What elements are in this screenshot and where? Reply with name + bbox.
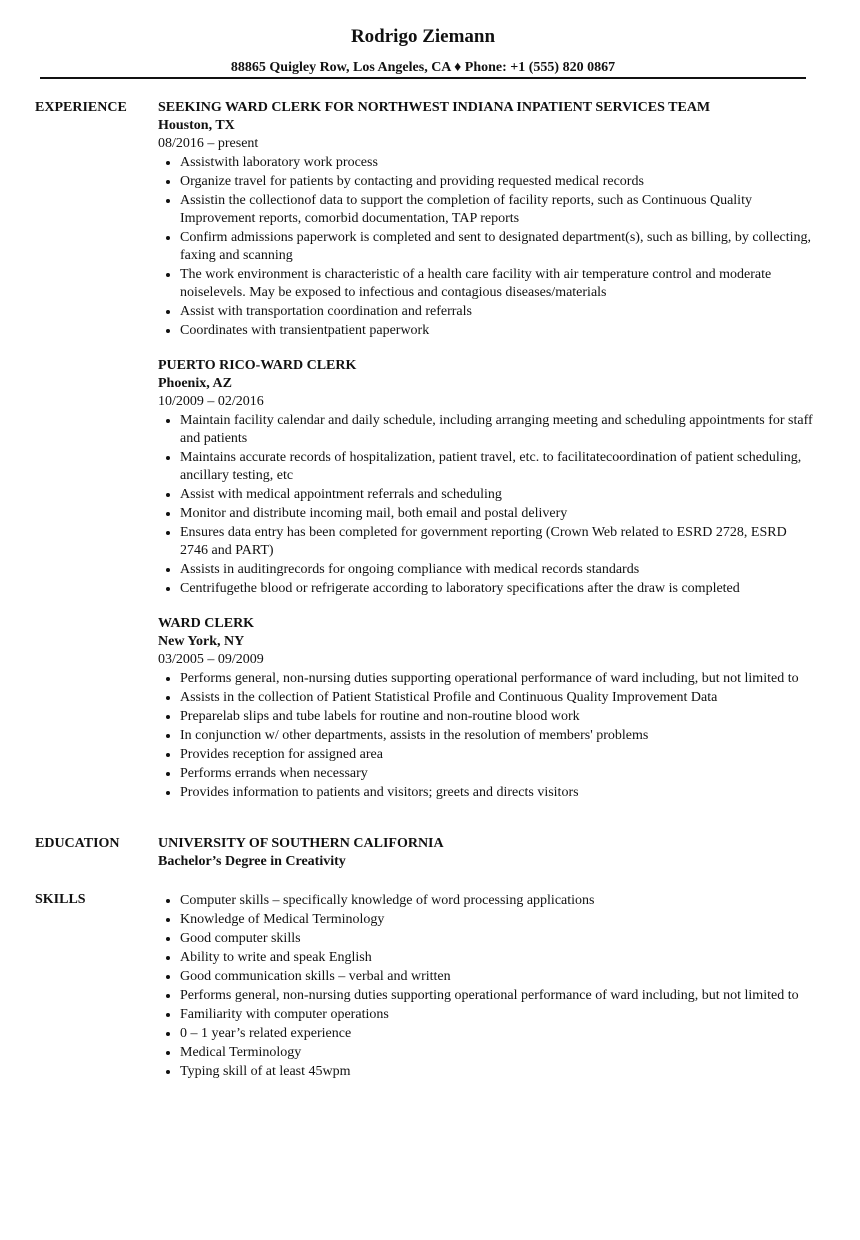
job-dates: 08/2016 – present xyxy=(158,136,259,151)
list-item: • The work environment is characteristic of a health care facility with air temperature control and moderate noiselevels. May be exposed to infectious and contagious diseases/materials xyxy=(180,265,814,302)
education-body xyxy=(158,835,814,871)
list-item: • Organize travel for patients by contacting and providing requested medical records xyxy=(180,172,814,191)
list-item: • 0 – 1 year’s related experience xyxy=(180,1024,814,1043)
job-entry xyxy=(158,357,814,598)
list-item: • Good computer skills xyxy=(180,929,814,948)
job-entry xyxy=(158,99,814,340)
job-title: SEEKING WARD CLERK FOR NORTHWEST INDIANA INPATIENT SERVICES TEAM xyxy=(158,100,711,115)
list-item: • Ensures data entry has been completed for government reporting (Crown Web related to ESRD 2728, ESRD 2746 and PART) xyxy=(180,523,814,560)
list-item: • Monitor and distribute incoming mail, both email and postal delivery xyxy=(180,504,814,523)
header-divider xyxy=(40,77,806,79)
experience-body xyxy=(158,99,814,819)
job-duties-list xyxy=(158,411,814,598)
school-name: UNIVERSITY OF SOUTHERN CALIFORNIA xyxy=(158,836,444,851)
list-item: • Assistwith laboratory work process xyxy=(180,153,814,172)
list-item: • Confirm admissions paperwork is completed and sent to designated department(s), such as billing, by collecting, faxing and scanning xyxy=(180,228,814,265)
list-item: • Assistin the collectionof data to support the completion of facility reports, such as Continuous Quality Improvement reports, comorbid documentation, TAP reports xyxy=(180,191,814,228)
list-item: • Familiarity with computer operations xyxy=(180,1005,814,1024)
contact-line: 88865 Quigley Row, Los Angeles, CA ♦ Phone: +1 (555) 820 0867 xyxy=(230,60,616,75)
job-location: Houston, TX xyxy=(158,118,235,133)
job-dates: 10/2009 – 02/2016 xyxy=(158,394,264,409)
experience-heading: EXPERIENCE xyxy=(35,100,127,115)
list-item: • Maintain facility calendar and daily schedule, including arranging meeting and scheduling appointments for staff and patients xyxy=(180,411,814,448)
skills-body xyxy=(158,891,814,1081)
list-item: • Maintains accurate records of hospitalization, patient travel, etc. to facilitatecoordination of patient scheduling, ancillary testing, etc xyxy=(180,448,814,485)
candidate-name: Rodrigo Ziemann xyxy=(350,26,496,47)
list-item: • Performs general, non-nursing duties supporting operational performance of ward including, but not limited to xyxy=(180,669,814,688)
list-item: • Assist with medical appointment referrals and scheduling xyxy=(180,485,814,504)
job-duties-list xyxy=(158,153,814,340)
job-location: New York, NY xyxy=(158,634,245,649)
degree: Bachelor’s Degree in Creativity xyxy=(158,854,346,869)
list-item: • Preparelab slips and tube labels for routine and non-routine blood work xyxy=(180,707,814,726)
list-item: • Good communication skills – verbal and written xyxy=(180,967,814,986)
list-item: • Performs errands when necessary xyxy=(180,764,814,783)
job-entry xyxy=(158,615,814,802)
list-item: • Performs general, non-nursing duties supporting operational performance of ward including, but not limited to xyxy=(180,986,814,1005)
list-item: • Medical Terminology xyxy=(180,1043,814,1062)
job-title: PUERTO RICO-WARD CLERK xyxy=(158,358,357,373)
list-item: • Provides information to patients and visitors; greets and directs visitors xyxy=(180,783,814,802)
list-item: • Assist with transportation coordination and referrals xyxy=(180,302,814,321)
job-location: Phoenix, AZ xyxy=(158,376,232,391)
list-item: • Computer skills – specifically knowledge of word processing applications xyxy=(180,891,814,910)
skills-list xyxy=(158,891,814,1081)
list-item: • Provides reception for assigned area xyxy=(180,745,814,764)
job-duties-list xyxy=(158,669,814,802)
list-item: • Centrifugethe blood or refrigerate according to laboratory specifications after the draw is completed xyxy=(180,579,814,598)
list-item: • Coordinates with transientpatient paperwork xyxy=(180,321,814,340)
list-item: • Knowledge of Medical Terminology xyxy=(180,910,814,929)
education-heading: EDUCATION xyxy=(35,836,120,851)
list-item: • Assists in the collection of Patient Statistical Profile and Continuous Quality Improvement Data xyxy=(180,688,814,707)
job-title: WARD CLERK xyxy=(158,616,255,631)
list-item: • In conjunction w/ other departments, assists in the resolution of members' problems xyxy=(180,726,814,745)
list-item: • Assists in auditingrecords for ongoing compliance with medical records standards xyxy=(180,560,814,579)
skills-heading: SKILLS xyxy=(35,892,86,907)
job-dates: 03/2005 – 09/2009 xyxy=(158,652,264,667)
list-item: • Ability to write and speak English xyxy=(180,948,814,967)
list-item: • Typing skill of at least 45wpm xyxy=(180,1062,814,1081)
